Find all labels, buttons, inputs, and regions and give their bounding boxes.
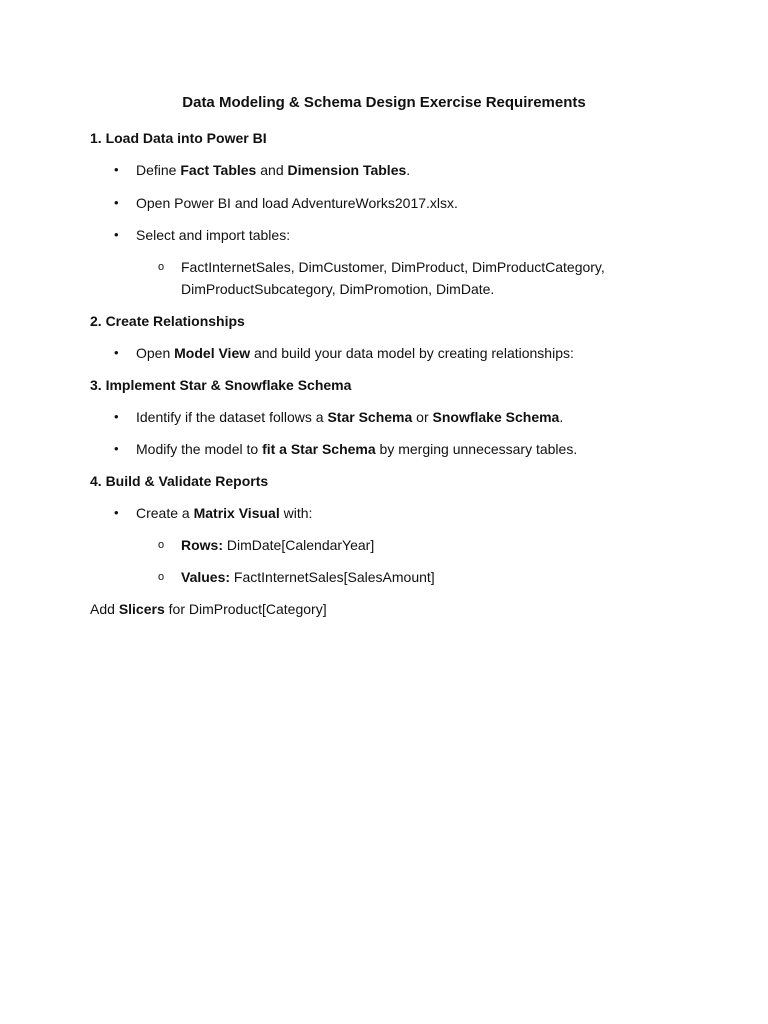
sub-item-values: Values: FactInternetSales[SalesAmount]: [181, 569, 435, 585]
bullet-icon: •: [114, 162, 119, 177]
bullet-icon: •: [114, 195, 119, 210]
section-heading-schema: 3. Implement Star & Snowflake Schema: [90, 377, 352, 393]
sub-item-rows: Rows: DimDate[CalendarYear]: [181, 537, 375, 553]
section-heading-relationships: 2. Create Relationships: [90, 313, 245, 329]
list-item-matrix-visual: Create a Matrix Visual with:: [136, 505, 313, 521]
sub-bullet-icon: o: [158, 261, 165, 273]
list-item-modify-model: Modify the model to fit a Star Schema by merging unnecessary tables.: [136, 441, 578, 457]
bullet-icon: •: [114, 345, 119, 360]
bullet-icon: •: [114, 505, 119, 520]
bullet-icon: •: [114, 227, 119, 242]
sub-bullet-icon: o: [158, 539, 165, 551]
add-slicers-line: Add Slicers for DimProduct[Category]: [90, 601, 327, 617]
section-heading-reports: 4. Build & Validate Reports: [90, 473, 269, 489]
sub-item-table-list-line1: FactInternetSales, DimCustomer, DimProduct, DimProductCategory,: [181, 259, 605, 275]
bullet-icon: •: [114, 441, 119, 456]
sub-item-table-list-line2: DimProductSubcategory, DimPromotion, DimDate.: [181, 281, 495, 297]
bullet-icon: •: [114, 409, 119, 424]
list-item-model-view: Open Model View and build your data model by creating relationships:: [136, 345, 574, 361]
list-item-open-power-bi: Open Power BI and load AdventureWorks2017.xlsx.: [136, 195, 458, 211]
sub-bullet-icon: o: [158, 571, 165, 583]
list-item-identify-schema: Identify if the dataset follows a Star Schema or Snowflake Schema.: [136, 409, 564, 425]
list-item-define-tables: Define Fact Tables and Dimension Tables.: [136, 162, 411, 178]
list-item-select-tables: Select and import tables:: [136, 227, 291, 243]
document-title: Data Modeling & Schema Design Exercise Requirements: [182, 94, 586, 111]
section-heading-load-data: 1. Load Data into Power BI: [90, 130, 267, 146]
